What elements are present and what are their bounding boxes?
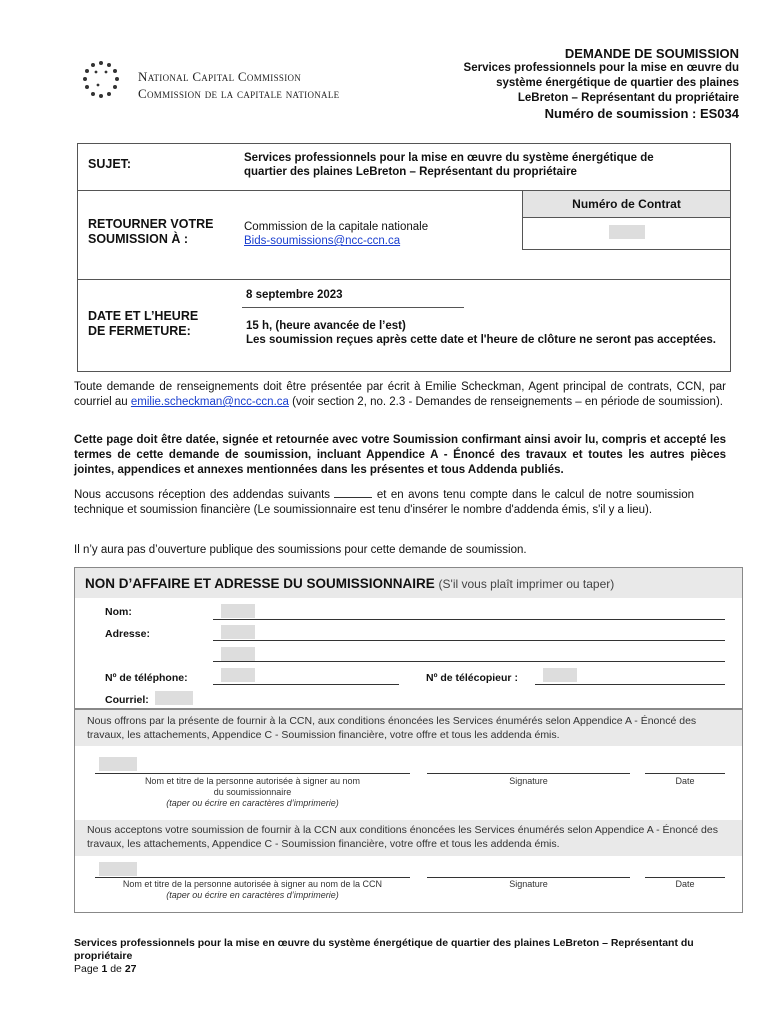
email-input[interactable] [155,691,193,705]
offer-name-caption [95,776,410,809]
return-organization: Commission de la capitale nationale [244,221,429,233]
offer-date-line[interactable] [645,773,725,774]
acceptance-text: Nous acceptons votre soumission de fournir à la CCN aux conditions énoncées les Services énumérés selon Appendice A - Énoncé des travaux, les attachements, Appendice C - Soumission financière, votre offre et tous les addenda émis. [87,824,718,850]
subject-value [244,151,724,179]
acceptance-name-line [95,877,410,878]
fax-line [535,684,725,685]
addenda-text: Nous accusons réception des addendas suivants [74,489,335,501]
bidder-title-text: NON D’AFFAIRE ET ADRESSE DU SOUMISSIONNAIRE [85,576,435,591]
document-subtitle-3: LeBreton – Représentant du propriétaire [517,92,739,104]
solicitation-info-box [77,143,731,372]
addenda-count-blank[interactable] [334,487,372,498]
footer-title: Services professionnels pour la mise en œuvre du système énergétique de quartier des plaines LeBreton – Représentant du propriétaire [74,937,694,962]
acceptance-name-caption [95,879,410,901]
ncc-emblem-icon [76,58,126,102]
ncc-logo [76,56,406,104]
name-input[interactable] [221,604,255,618]
signature-notice: Cette page doit être datée, signée et retournée avec votre Soumission confirmant ainsi avoir lu, compris et accepté les termes de cette demande de soumission, incluant Appendice A - Énoncé des travaux et toutes les autres pièces jointes, appendices et annexes mentionnées dans les présentes et tous Addenda publiés. [74,434,726,476]
address-line-1 [213,640,725,641]
offer-date-caption: Date [675,776,695,786]
contact-email-link[interactable]: emilie.scheckman@ncc-ccn.ca [130,396,289,408]
closing-label [88,309,198,339]
fax-input[interactable] [543,668,577,682]
fax-label: Nº de télécopieur : [426,672,518,684]
acceptance-name-caption-1: Nom et titre de la personne autorisée à signer au nom de la CCN [122,879,383,889]
acceptance-signature-line[interactable] [427,877,630,878]
offer-name-caption-1: Nom et titre de la personne autorisée à signer au nom [144,776,361,786]
page-indicator [74,963,744,976]
address-label: Adresse: [105,628,150,640]
page-word: Page [74,963,99,975]
offer-name-caption-2: du soumissionnaire [213,787,292,797]
closing-time: 15 h, (heure avancée de l’est) [246,320,406,332]
return-address [244,220,428,248]
solicitation-number: Numéro de soumission : ES034 [544,106,739,121]
addenda-text-after: et en avons tenu compte dans le calcul de notre soumission technique et soumission financière (Le soumissionnaire est tenu d'insérer le nombre d'addenda émis, s'il y a lieu). [74,489,694,516]
inquiry-text-after: (voir section 2, no. 2.3 - Demandes de renseignements – en période de soumission). [288,396,723,408]
return-email-link[interactable]: Bids-soumissions@ncc-ccn.ca [244,235,401,247]
closing-date: 8 septembre 2023 [246,289,343,301]
phone-label: Nº de téléphone: [105,672,188,684]
divider [522,249,730,250]
page-footer [74,937,744,976]
contract-number-field[interactable] [609,225,645,239]
bidder-header [75,568,742,598]
closing-label-line-1: DATE ET L’HEURE [88,309,199,323]
bidder-note: (S'il vous plaît imprimer ou taper) [438,577,615,591]
name-line [213,619,725,620]
phone-line [213,684,399,685]
address-input-2[interactable] [221,647,255,661]
divider [78,279,730,280]
document-subtitle-2: système énergétique de quartier des plaines [496,77,739,89]
of-word: de [110,963,122,975]
return-label-line-2: SOUMISSION À : [88,232,189,246]
return-label-line-1: RETOURNER VOTRE [88,217,214,231]
document-header [464,46,739,121]
closing-label-line-2: DE FERMETURE: [88,324,191,338]
acceptance-name-input[interactable] [99,862,137,876]
acceptance-date-line[interactable] [645,877,725,878]
bidder-info-box [74,567,743,709]
subject-value-line-2: quartier des plaines LeBreton – Représentant du propriétaire [244,166,577,178]
name-label: Nom: [105,606,132,618]
offer-text: Nous offrons par la présente de fournir à la CCN, aux conditions énoncées les Services énumérés selon Appendice A - Énoncé des travaux, les attachements, Appendice C - Soumission financière, votre offre et tous les addenda émis. [87,715,697,741]
date-underline [242,307,464,308]
offer-signature-caption: Signature [509,776,548,786]
address-input-1[interactable] [221,625,255,639]
contract-number-header: Numéro de Contrat [523,191,730,218]
offer-acceptance-box [74,709,743,913]
logo-line-english: National Capital Commission [138,69,302,84]
late-bids-note: Les soumission reçues après cette date et l'heure de clôture ne seront pas acceptées. [246,334,716,346]
acceptance-signature-caption: Signature [509,879,548,889]
addenda-paragraph [74,487,694,518]
subject-label: SUJET: [88,157,132,171]
email-label: Courriel: [105,694,149,706]
offer-name-line [95,773,410,774]
logo-line-french: Commission de la capitale nationale [138,86,340,101]
acceptance-date-caption: Date [675,879,695,889]
document-subtitle-1: Services professionnels pour la mise en œuvre du [463,62,739,74]
return-label [88,217,213,247]
offer-signature-line[interactable] [427,773,630,774]
subject-value-line-1: Services professionnels pour la mise en œuvre du système énergétique de [244,152,654,164]
bidder-title [85,576,614,591]
acceptance-name-caption-2: (taper ou écrire en caractères d’imprimerie) [166,890,339,900]
offer-name-input[interactable] [99,757,137,771]
no-public-opening: Il n’y aura pas d’ouverture publique des soumissions pour cette demande de soumission. [74,544,527,556]
contract-number-box [522,191,730,249]
page-number: 1 [101,963,108,975]
inquiry-paragraph [74,380,726,410]
document-title: DEMANDE DE SOUMISSION [564,46,739,61]
offer-name-caption-3: (taper ou écrire en caractères d’imprimerie) [166,798,339,808]
inquiry-text: Toute demande de renseignements doit être présentée par écrit à Emilie Scheckman, Agent principal de contrats, CCN, par courriel au [74,381,726,408]
page-total: 27 [124,963,137,975]
address-line-2 [213,661,725,662]
phone-input[interactable] [221,668,255,682]
